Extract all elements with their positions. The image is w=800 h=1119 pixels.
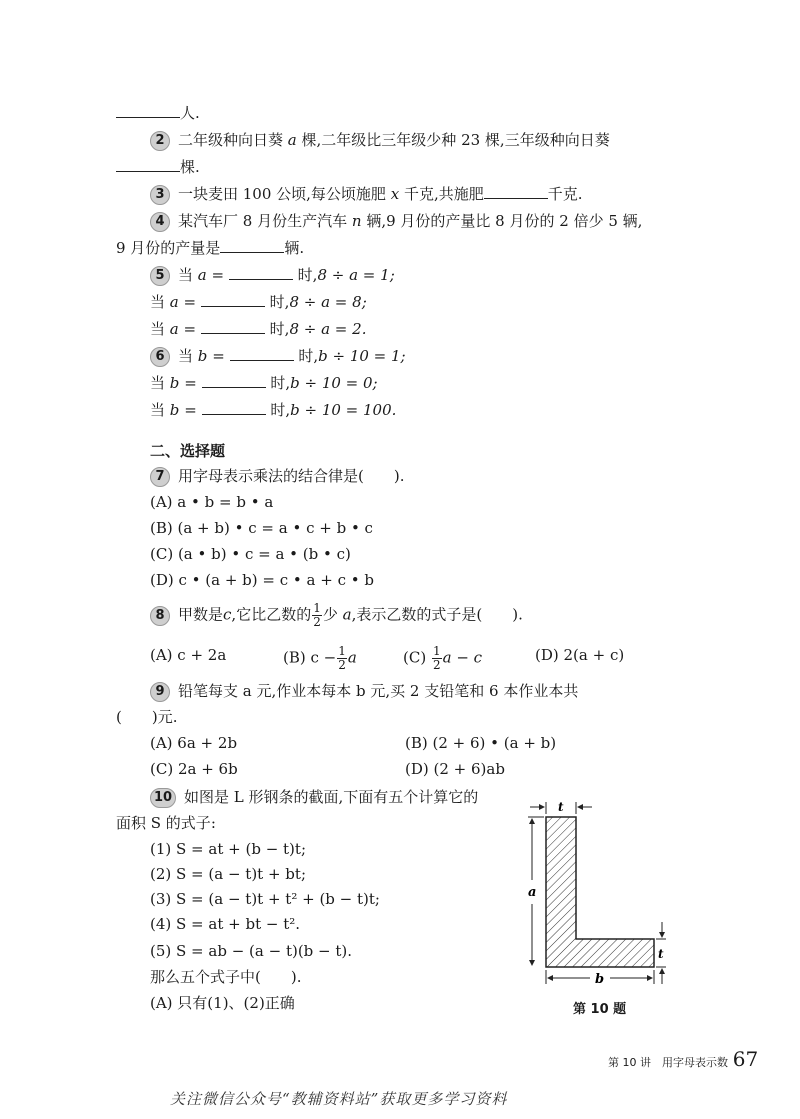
q6-shi: 时, [270,401,291,419]
footer-section-title: 第 10 讲 用字母表示数 [608,1056,728,1069]
q2-text-a: 二年级种向日葵 [178,131,284,149]
q5-eq: = [183,293,197,311]
q7-option-b: (B) (a + b) • c = a • c + b • c [150,519,373,537]
q6-line1 [150,346,406,367]
q8-option-c-post: a − c [442,648,483,667]
q6-dang: 当 [178,347,194,365]
q5-condition-1: 8 ÷ a = 1; [317,266,395,284]
fraction-half [432,645,442,672]
q6-var: b [169,374,180,392]
q5-line2 [150,292,367,312]
q2-line1 [150,130,610,151]
l-shape [546,817,654,967]
q4-text-d: 辆. [284,239,305,257]
answer-blank [201,292,265,307]
q5-shi: 时, [297,266,318,284]
q8-option-b-pre: (B) c − [283,648,337,667]
figure-caption: 第 10 题 [573,1002,627,1017]
q3-text-c: 千克. [547,185,583,203]
q8-option-b-post: a [347,648,357,667]
q1-tail-text: 人. [180,104,200,122]
q9-option-d: (D) (2 + 6)ab [405,760,505,778]
q8-var-a: a [342,605,352,624]
q6-condition-1: b ÷ 10 = 1; [318,347,406,365]
fraction-numerator: 1 [338,644,346,658]
q5-var: a [169,320,179,338]
q5-condition-2: 8 ÷ a = 8; [289,293,367,311]
q7-stem [150,466,404,487]
q10-stem-2: 面积 S 的式子: [116,814,216,832]
q1-tail-line [116,103,200,123]
q8-option-c [403,645,482,672]
q10-formula-2: (2) S = (a − t)t + bt; [150,865,306,883]
question-number-3: 3 [150,185,170,205]
q7-option-a: (A) a • b = b • a [150,493,274,511]
q10-stem [150,787,478,808]
q5-shi: 时, [269,293,290,311]
q7-option-c: (C) (a • b) • c = a • (b • c) [150,545,351,563]
q9-stem-2: ( )元. [116,708,178,726]
page-footer [608,1047,758,1075]
q6-eq: = [212,347,225,365]
q6-condition-3: b ÷ 10 = 100. [290,401,397,419]
q6-line3 [150,400,396,420]
question-number-7: 7 [150,467,170,487]
question-number-5: 5 [150,266,170,286]
q8-stem [150,602,523,629]
q8-text-b: ,它比乙数的 [231,605,312,624]
q6-var: b [197,347,208,365]
q6-var: b [169,401,180,419]
q9-stem-text: 铅笔每支 a 元,作业本每本 b 元,买 2 支铅笔和 6 本作业本共 [178,682,579,700]
l-shape-figure [520,790,670,1030]
q6-eq: = [184,374,197,392]
q5-line3 [150,319,366,339]
answer-blank [230,346,294,361]
q5-eq: = [183,320,197,338]
q3-text-a: 一块麦田 100 公顷,每公顷施肥 [178,185,386,203]
q10-formula-1: (1) S = at + (b − t)t; [150,840,306,858]
q6-dang: 当 [150,401,166,419]
q4-line2 [116,238,304,258]
fraction-denominator: 2 [432,658,441,672]
q10-formula-4: (4) S = at + bt − t². [150,915,301,933]
fraction-denominator: 2 [313,615,321,629]
q4-var: n [351,212,362,230]
answer-blank [202,400,266,415]
q3-text-b: 千克,共施肥 [403,185,484,203]
q6-dang: 当 [150,374,166,392]
label-t-top: t [558,800,564,814]
q2-text-c: 棵. [180,158,200,176]
label-b: b [595,972,605,987]
q8-option-d: (D) 2(a + c) [535,646,625,664]
q10-formula-3: (3) S = (a − t)t + t² + (b − t)t; [150,890,380,908]
q8-option-c-pre: (C) [403,648,427,667]
q3-line [150,184,583,205]
q6-condition-2: b ÷ 10 = 0; [290,374,378,392]
q2-line2 [116,157,200,177]
fraction-numerator: 1 [313,601,321,615]
answer-blank [116,157,180,172]
q5-condition-3: 8 ÷ a = 2. [289,320,367,338]
answer-blank [229,265,293,280]
question-number-6: 6 [150,347,170,367]
q5-dang: 当 [150,293,166,311]
q9-stem [150,681,578,702]
q4-text-b: 辆,9 月份的产量比 8 月份的 2 倍少 5 辆, [366,212,643,230]
q9-option-a: (A) 6a + 2b [150,734,238,752]
q3-var: x [390,185,400,203]
q10-tail: 那么五个式子中( ). [150,968,302,986]
q6-shi: 时, [270,374,291,392]
q4-text-c: 9 月份的产量是 [116,239,221,257]
q2-text-b: 棵,二年级比三年级少种 23 棵,三年级种向日葵 [301,131,610,149]
q5-line1 [150,265,395,286]
q5-eq: = [211,266,225,284]
q10-formula-5: (5) S = ab − (a − t)(b − t). [150,942,353,960]
q2-var: a [287,131,297,149]
q8-option-a: (A) c + 2a [150,646,227,664]
answer-blank [220,238,284,253]
q6-shi: 时, [298,347,319,365]
q4-text-a: 某汽车厂 8 月份生产汽车 [178,212,348,230]
q10-stem-text: 如图是 L 形钢条的截面,下面有五个计算它的 [184,788,479,806]
section-heading: 二、选择题 [150,442,226,460]
q8-var-c: c [223,605,232,624]
q8-option-b [283,645,357,672]
answer-blank [484,184,548,199]
question-number-10: 10 [150,788,176,808]
fraction-numerator: 1 [432,644,441,658]
q5-dang: 当 [150,320,166,338]
promo-banner: 关注微信公众号“教辅资料站”获取更多学习资料 [170,1090,508,1108]
q10-option-a: (A) 只有(1)、(2)正确 [150,994,295,1012]
q5-var: a [169,293,179,311]
q9-option-b: (B) (2 + 6) • (a + b) [405,734,557,752]
q5-dang: 当 [178,266,194,284]
q8-text-a: 甲数是 [178,605,224,624]
q7-option-d: (D) c • (a + b) = c • a + c • b [150,571,374,589]
q4-line1 [150,211,642,232]
page-number: 67 [732,1047,759,1071]
answer-blank [202,373,266,388]
question-number-2: 2 [150,131,170,151]
question-number-9: 9 [150,682,170,702]
answer-blank [116,103,180,118]
q7-stem-text: 用字母表示乘法的结合律是( ). [178,467,405,485]
q6-eq: = [184,401,197,419]
fraction-half [337,645,347,672]
fraction-half [312,602,322,629]
q5-var: a [197,266,207,284]
q6-line2 [150,373,378,393]
q5-shi: 时, [269,320,290,338]
answer-blank [201,319,265,334]
question-number-4: 4 [150,212,170,232]
q8-text-d: ,表示乙数的式子是( ). [351,605,523,624]
label-a: a [528,885,537,900]
label-t-right: t [658,947,664,961]
q9-option-c: (C) 2a + 6b [150,760,238,778]
question-number-8: 8 [150,606,170,626]
q8-text-c: 少 [322,605,338,624]
fraction-denominator: 2 [338,658,346,672]
